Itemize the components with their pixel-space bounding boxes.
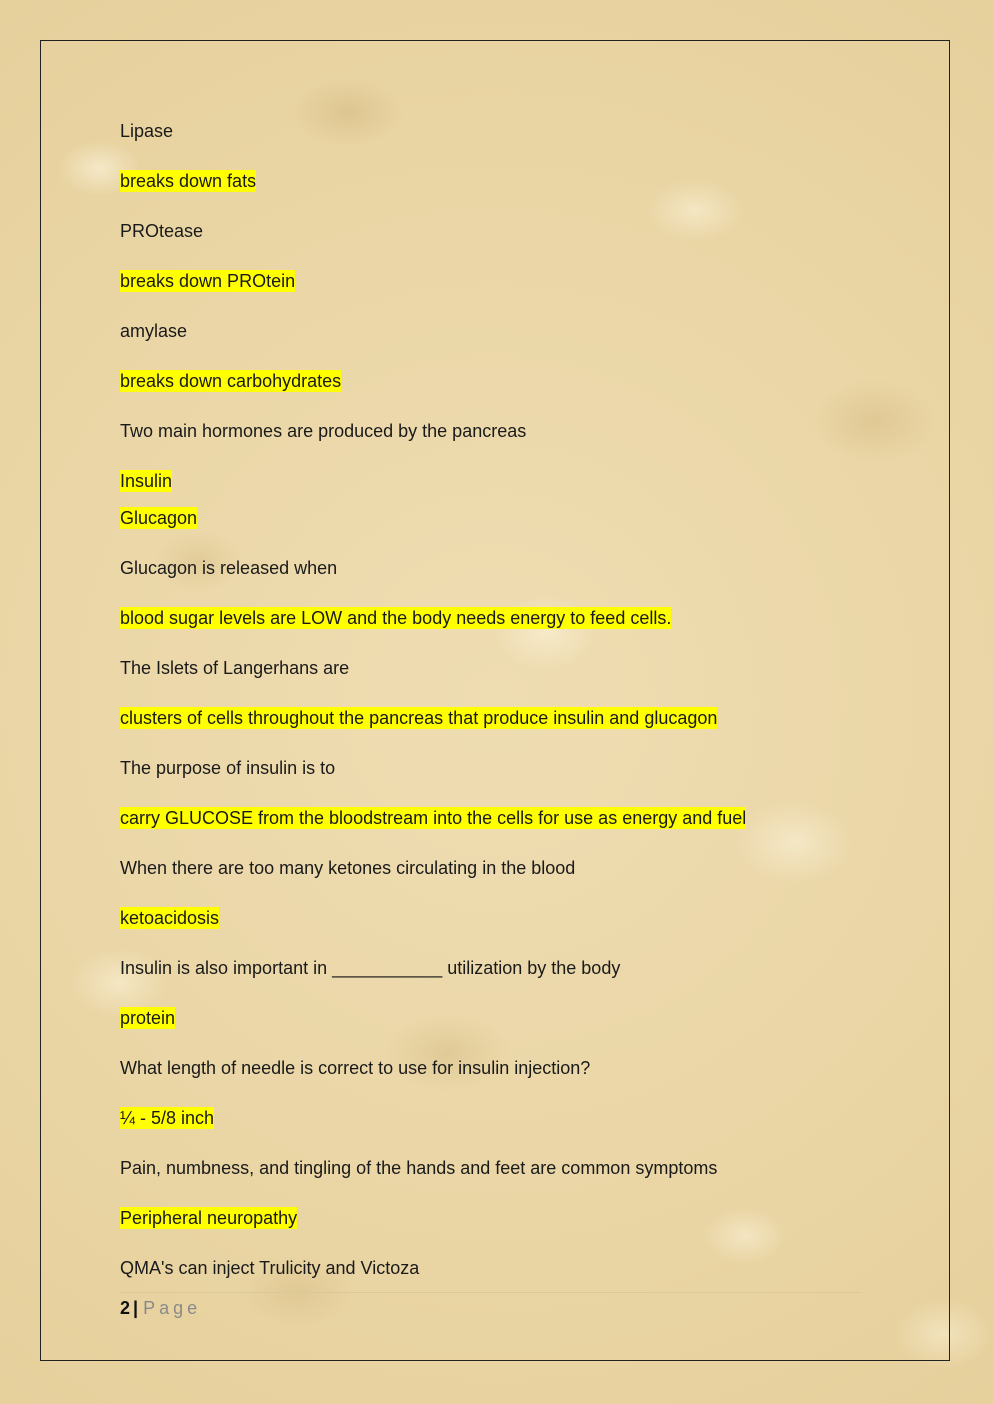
question-line xyxy=(120,419,860,443)
question-line xyxy=(120,856,860,880)
answer-line xyxy=(120,369,860,393)
answer-line xyxy=(120,469,860,493)
highlighted-answer: ¼ - 5/8 inch xyxy=(120,1108,215,1128)
highlighted-answer: protein xyxy=(120,1008,176,1028)
answer-line xyxy=(120,1206,860,1230)
line-text: The purpose of insulin is to xyxy=(120,758,336,778)
line-text: Lipase xyxy=(120,121,174,141)
highlighted-answer: breaks down carbohydrates xyxy=(120,371,342,391)
footer-separator: | xyxy=(133,1298,139,1318)
line-text: Two main hormones are produced by the pancreas xyxy=(120,421,527,441)
line-text: When there are too many ketones circulating in the blood xyxy=(120,858,576,878)
line-text: Insulin is also important in ___________ utilization by the body xyxy=(120,958,621,978)
question-line xyxy=(120,1256,860,1280)
question-line xyxy=(120,319,860,343)
question-line xyxy=(120,956,860,980)
answer-line xyxy=(120,906,860,930)
line-text: Glucagon is released when xyxy=(120,558,338,578)
question-line xyxy=(120,219,860,243)
line-text: Pain, numbness, and tingling of the hands and feet are common symptoms xyxy=(120,1158,718,1178)
highlighted-answer: Insulin xyxy=(120,471,173,491)
answer-line xyxy=(120,169,860,193)
line-text: PROtease xyxy=(120,221,204,241)
highlighted-answer: blood sugar levels are LOW and the body needs energy to feed cells. xyxy=(120,608,672,628)
page-label: Page xyxy=(143,1298,202,1318)
answer-line xyxy=(120,606,860,630)
question-line xyxy=(120,756,860,780)
highlighted-answer: Peripheral neuropathy xyxy=(120,1208,298,1228)
question-line xyxy=(120,119,860,143)
highlighted-answer: Glucagon xyxy=(120,508,198,528)
page-number: 2 xyxy=(120,1298,131,1318)
page-footer xyxy=(120,1296,201,1320)
question-line xyxy=(120,556,860,580)
line-text: The Islets of Langerhans are xyxy=(120,658,350,678)
answer-line xyxy=(120,269,860,293)
highlighted-answer: breaks down fats xyxy=(120,171,257,191)
answer-line xyxy=(120,1006,860,1030)
highlighted-answer: carry GLUCOSE from the bloodstream into the cells for use as energy and fuel xyxy=(120,808,747,828)
line-text: What length of needle is correct to use for insulin injection? xyxy=(120,1058,591,1078)
answer-line xyxy=(120,506,860,530)
answer-line xyxy=(120,706,860,730)
answer-line xyxy=(120,806,860,830)
question-line xyxy=(120,656,860,680)
highlighted-answer: clusters of cells throughout the pancreas that produce insulin and glucagon xyxy=(120,708,718,728)
highlighted-answer: breaks down PROtein xyxy=(120,271,296,291)
question-line xyxy=(120,1156,860,1180)
answer-line xyxy=(120,1106,860,1130)
document-body xyxy=(120,119,860,1306)
line-text: QMA's can inject Trulicity and Victoza xyxy=(120,1258,420,1278)
line-text: amylase xyxy=(120,321,188,341)
question-line xyxy=(120,1056,860,1080)
highlighted-answer: ketoacidosis xyxy=(120,908,220,928)
footer-divider xyxy=(120,1292,860,1293)
